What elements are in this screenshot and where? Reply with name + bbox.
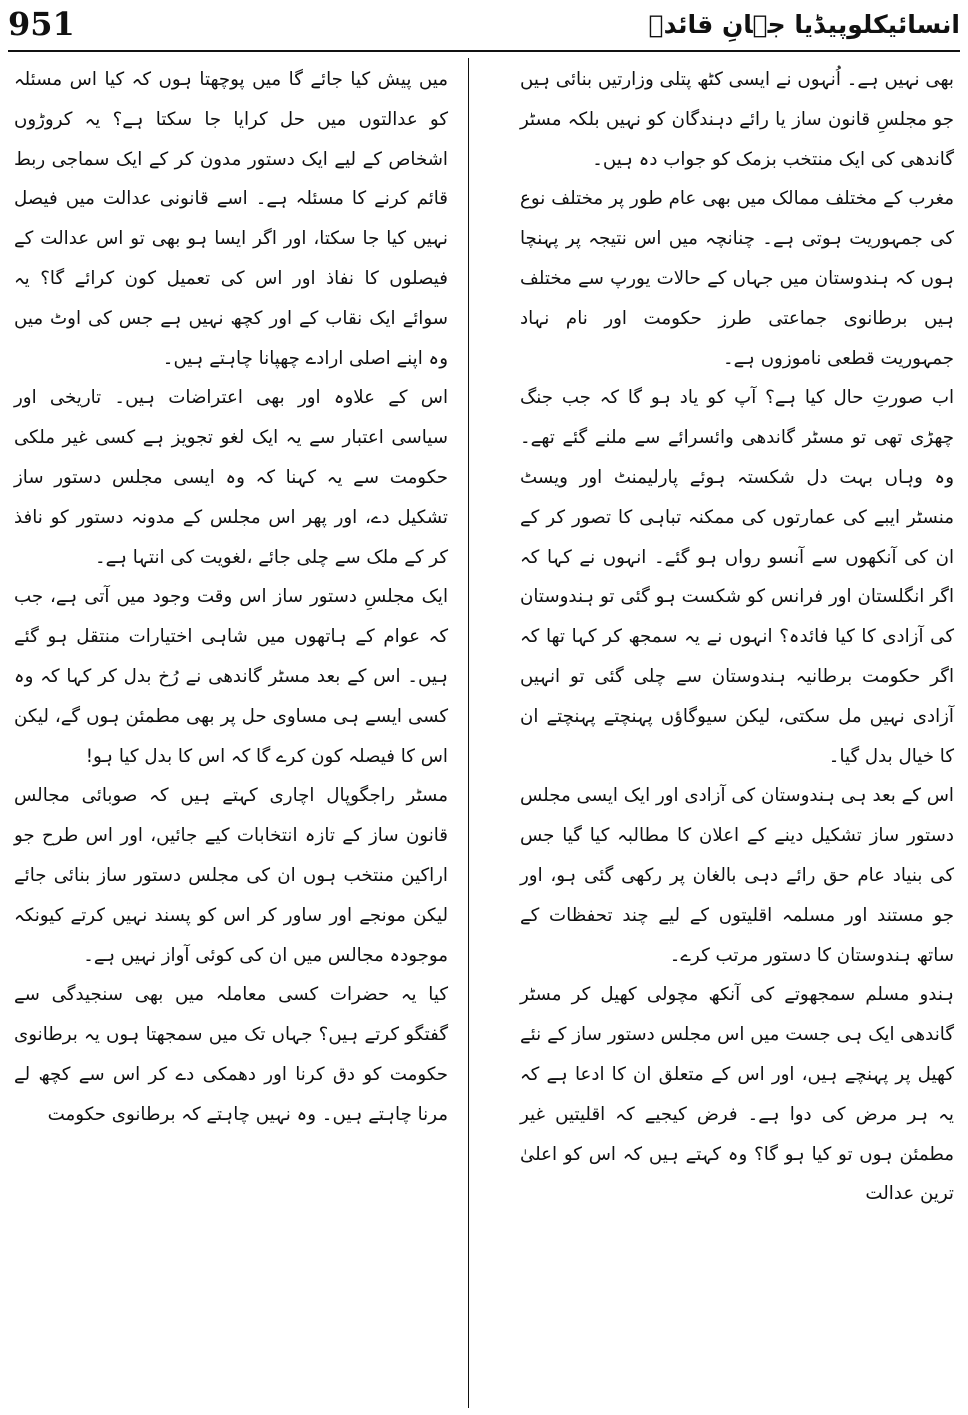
paragraph: ہندو مسلم سمجھوتے کی آنکھ مچولی کھیل کر مسٹر گاندھی ایک ہی جست میں اس مجلس دستور ساز کے نئے کھیل پر پہنچے ہیں، اور اس کے متعلق ان کا ادعا ہے کہ یہ ہر مرض کی دوا ہے۔ فرض کیجیے کہ اقلیتیں غیر مطمئن ہوں تو کیا ہو گا؟ وہ کہتے ہیں کہ اس کو اعلیٰ ترین عدالت [520,984,954,1205]
paragraph: اس کے بعد ہی ہندوستان کی آزادی اور ایک ایسی مجلس دستور ساز تشکیل دینے کے اعلان کا مطالبہ کیا گیا جس کی بنیاد عام حق رائے دہی بالغان پر رکھی گئی ہو، اور جو مستند اور مسلمہ اقلیتوں کے لیے چند تحفظات کے ساتھ ہندوستان کا دستور مرتب کرے۔ [520,785,954,966]
right-column [520,60,954,1214]
page-number: 951 [8,5,75,43]
paragraph: بھی نہیں ہے۔ اُنہوں نے ایسی کٹھ پتلی وزارتیں بنائی ہیں جو مجلسِ قانون ساز یا رائے دہندگان کو نہیں بلکہ مسٹر گاندھی کی ایک منتخب بزمک کو جواب دہ ہیں۔ [520,69,954,170]
left-column [14,60,448,1135]
paragraph: ایک مجلسِ دستور ساز اس وقت وجود میں آتی ہے، جب کہ عوام کے ہاتھوں میں شاہی اختیارات منتقل ہو گئے ہیں۔ اس کے بعد مسٹر گاندھی نے رُخ بدل کر کہا کہ وہ کسی ایسے ہی مساوی حل پر بھی مطمئن ہوں گے، لیکن اس کا فیصلہ کون کرے گا کہ اس کا بدل کیا ہو! [14,586,448,767]
column-divider [468,58,469,1408]
paragraph: اس کے علاوہ اور بھی اعتراضات ہیں۔ تاریخی اور سیاسی اعتبار سے یہ ایک لغو تجویز ہے کسی غیر ملکی حکومت سے یہ کہنا کہ وہ ایسی مجلس دستور ساز تشکیل دے، اور پھر اس مجلس کے مدونہ دستور کو نافذ کر کے ملک سے چلی جائے ،لغویت کی انتہا ہے۔ [14,387,448,568]
paragraph: میں پیش کیا جائے گا میں پوچھتا ہوں کہ کیا اس مسئلہ کو عدالتوں میں حل کرایا جا سکتا ہے؟ یہ کروڑوں اشخاص کے لیے ایک دستور مدون کر کے ایک سماجی ربط قائم کرنے کا مسئلہ ہے۔ اسے قانونی عدالت میں فیصل نہیں کیا جا سکتا، اور اگر ایسا ہو بھی تو اس عدالت کے فیصلوں کا نفاذ اور اس کی تعمیل کون کرائے گا؟ یہ سوائے ایک نقاب کے اور کچھ نہیں ہے جس کی اوٹ میں وہ اپنے اصلی ارادے چھپانا چاہتے ہیں۔ [14,69,448,369]
paragraph: مسٹر راجگوپال اچاری کہتے ہیں کہ صوبائی مجالس قانون ساز کے تازہ انتخابات کیے جائیں، اور اس طرح جو اراکین منتخب ہوں ان کی مجلس دستور ساز بنائی جائے لیکن مونجے اور ساور کر اس کو پسند نہیں کرتے کیونکہ موجودہ مجالس میں ان کی کوئی آواز نہیں ہے۔ [14,785,448,966]
paragraph: کیا یہ حضرات کسی معاملہ میں بھی سنجیدگی سے گفتگو کرتے ہیں؟ جہاں تک میں سمجھتا ہوں یہ برطانوی حکومت کو دق کرنا اور دھمکی دے کر اس سے کچھ لے مرنا چاہتے ہیں۔ وہ نہیں چاہتے کہ برطانوی حکومت [14,984,448,1125]
header-rule [8,50,960,52]
paragraph: مغرب کے مختلف ممالک میں بھی عام طور پر مختلف نوع کی جمہوریت ہوتی ہے۔ چنانچہ میں اس نتیجہ پر پہنچا ہوں کہ ہندوستان میں جہاں کے حالات یورپ سے مختلف ہیں برطانوی جماعتی طرز حکومت اور نام نہاد جمہوریت قطعی ناموزوں ہے۔ [520,188,954,369]
book-title: انسائیکلوپیڈیا جہانِ قائدؒ [648,10,960,39]
page-header [0,0,968,50]
paragraph: اب صورتِ حال کیا ہے؟ آپ کو یاد ہو گا کہ جب جنگ چھڑی تھی تو مسٹر گاندھی وائسرائے سے ملنے گئے تھے۔ وہ وہاں بہت دل شکستہ ہوئے پارلیمنٹ اور ویسٹ منسٹر ایبے کی عمارتوں کی ممکنہ تباہی کا تصور کر کے ان کی آنکھوں سے آنسو رواں ہو گئے۔ انہوں نے کہا کہ اگر انگلستان اور فرانس کو شکست ہو گئی تو ہندوستان کی آزادی کا کیا فائدہ؟ انہوں نے یہ سمجھ کر کہا تھا کہ اگر حکومت برطانیہ ہندوستان سے چلی گئی تو انہیں آزادی نہیں مل سکتی، لیکن سیوگاؤں پہنچتے پہنچتے ان کا خیال بدل گیا۔ [520,387,954,767]
